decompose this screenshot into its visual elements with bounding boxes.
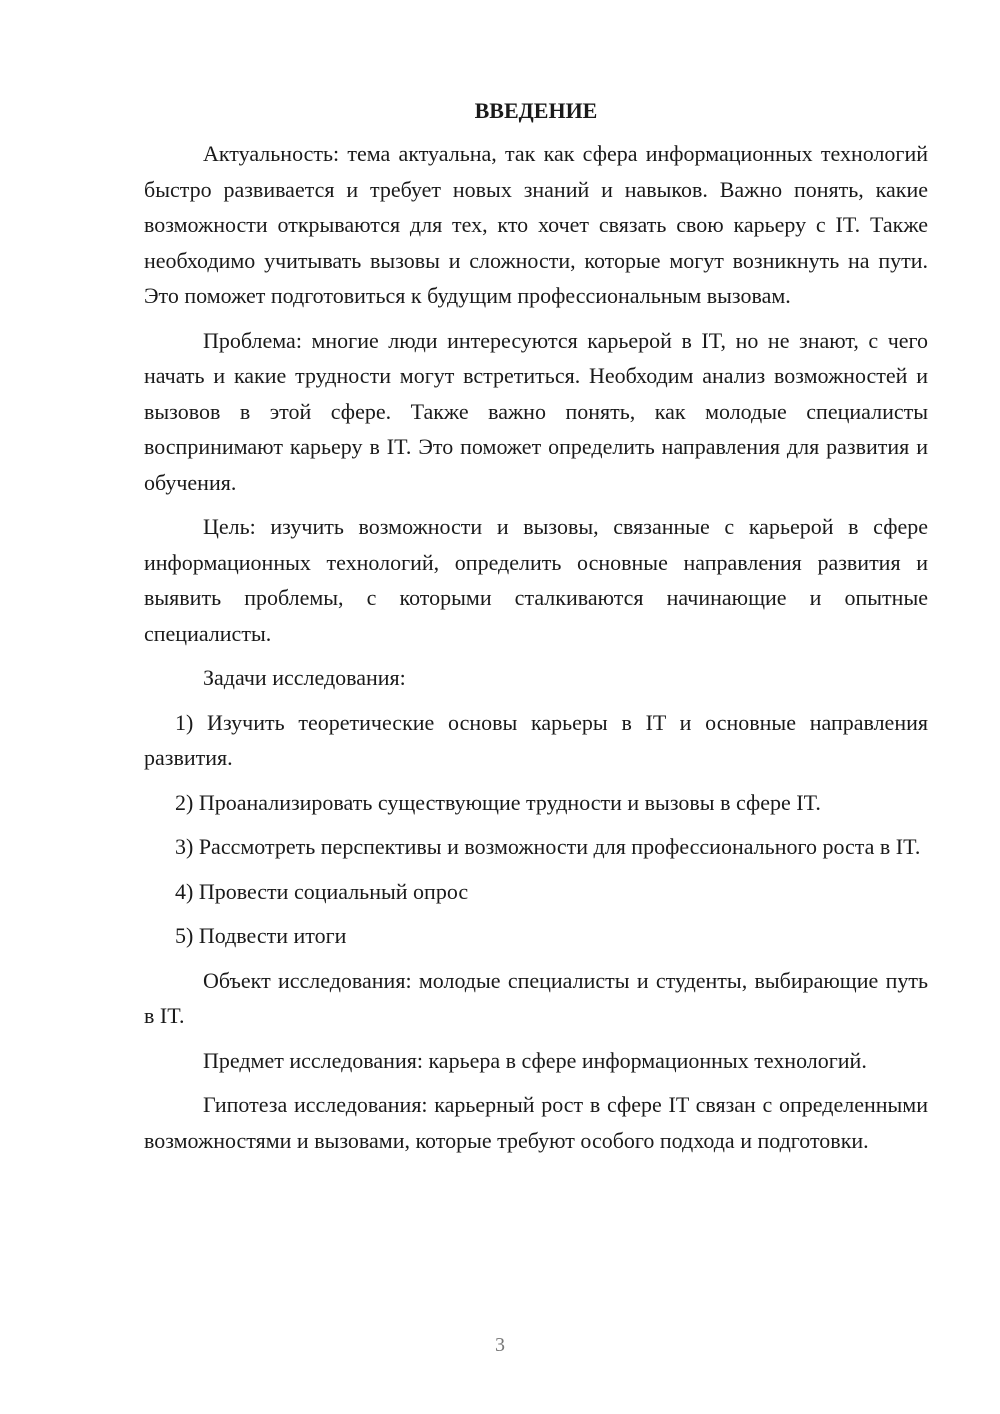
paragraph-object: Объект исследования: молодые специалисты и студенты, выбирающие путь в IT. bbox=[144, 967, 928, 1028]
task-item-1: 1) Изучить теоретические основы карьеры в IT и основные направления развития. bbox=[144, 709, 928, 770]
paragraph-problem: Проблема: многие люди интересуются карьерой в IT, но не знают, с чего начать и какие трудности могут встретиться. Необходим анализ возможностей и вызовов в этой сфере. Также важно понять, как молодые специалисты воспринимают карьеру в IT. Это поможет определить направления для развития и обучения. bbox=[144, 327, 928, 495]
paragraph-subject: Предмет исследования: карьера в сфере информационных технологий. bbox=[203, 1047, 867, 1073]
paragraph-goal: Цель: изучить возможности и вызовы, связанные с карьерой в сфере информационных технологий, определить основные направления развития и выявить проблемы, с которыми сталкиваются начинающие и опытные специалисты. bbox=[144, 514, 928, 646]
task-item-4: 4) Провести социальный опрос bbox=[175, 878, 469, 904]
paragraph-tasks-heading: Задачи исследования: bbox=[203, 665, 406, 690]
task-item-2: 2) Проанализировать существующие трудности и вызовы в сфере IT. bbox=[175, 789, 821, 815]
section-title: ВВЕДЕНИЕ bbox=[474, 98, 598, 123]
paragraph-hypothesis: Гипотеза исследования: карьерный рост в сфере IT связан с определенными возможностями и вызовами, которые требуют особого подхода и подготовки. bbox=[144, 1092, 928, 1153]
document-page bbox=[144, 96, 928, 1366]
paragraph-relevance: Актуальность: тема актуальна, так как сфера информационных технологий быстро развивается и требует новых знаний и навыков. Важно понять, какие возможности открываются для тех, кто хочет связать свою карьеру с IT. Также необходимо учитывать вызовы и сложности, которые могут возникнуть на пути. Это поможет подготовиться к будущим профессиональным вызовам. bbox=[144, 141, 928, 308]
task-item-5: 5) Подвести итоги bbox=[175, 923, 347, 948]
task-item-3: 3) Рассмотреть перспективы и возможности для профессионального роста в IT. bbox=[175, 834, 921, 859]
page-number: 3 bbox=[495, 1334, 505, 1356]
